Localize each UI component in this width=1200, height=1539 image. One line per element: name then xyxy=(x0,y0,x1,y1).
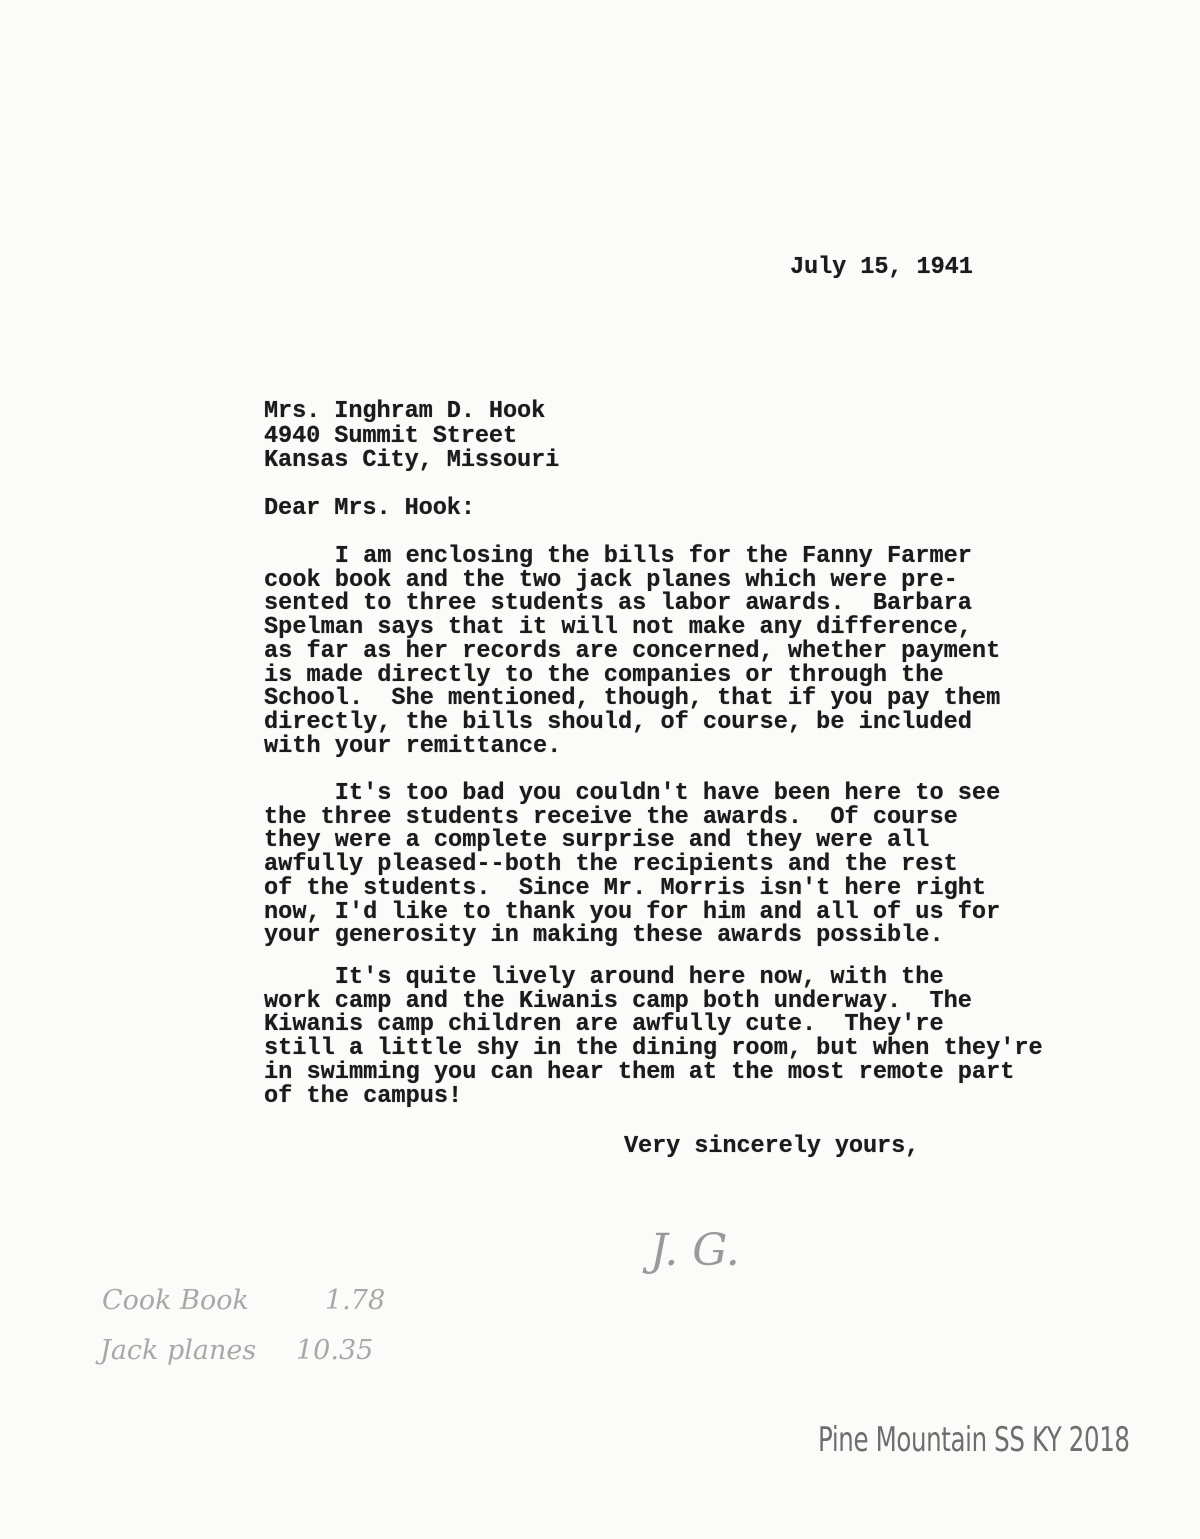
note-item: Jack planes xyxy=(100,1335,257,1366)
paragraph-3 xyxy=(264,966,1043,1108)
text-line: cook book and the two jack planes which were pre- xyxy=(264,566,958,594)
text-line: of the campus! xyxy=(264,1082,463,1110)
text-line: Kiwanis camp children are awfully cute. They're xyxy=(264,1011,944,1039)
text-line: your generosity in making these awards possible. xyxy=(264,922,944,950)
text-line: directly, the bills should, of course, be included xyxy=(264,708,972,736)
note-amount: 10.35 xyxy=(296,1335,374,1366)
text-line: in swimming you can hear them at the most remote part xyxy=(264,1058,1015,1086)
recipient-city: Kansas City, Missouri xyxy=(264,447,560,474)
text-line: It's quite lively around here now, with the xyxy=(264,964,944,991)
note-amount: 1.78 xyxy=(325,1285,386,1316)
text-line: It's too bad you couldn't have been here to see xyxy=(264,780,1001,807)
paragraph-1 xyxy=(264,545,1000,758)
text-line: still a little shy in the dining room, but when they're xyxy=(264,1035,1043,1063)
text-line: they were a complete surprise and they were all xyxy=(264,827,930,855)
text-line: I am enclosing the bills for the Fanny Farmer xyxy=(264,543,972,570)
text-line: work camp and the Kiwanis camp both underway. The xyxy=(264,987,972,1015)
text-line: with your remittance. xyxy=(264,732,562,760)
watermark: Pine Mountain SS KY 2018 xyxy=(818,1420,1130,1460)
recipient-name: Mrs. Inghram D. Hook xyxy=(264,398,546,425)
recipient-street: 4940 Summit Street xyxy=(264,423,518,450)
note-item: Cook Book xyxy=(102,1285,249,1316)
salutation: Dear Mrs. Hook: xyxy=(264,495,475,522)
text-line: Spelman says that it will not make any difference, xyxy=(264,614,972,642)
text-line: of the students. Since Mr. Morris isn't here right xyxy=(264,874,987,902)
closing: Very sincerely yours, xyxy=(624,1133,920,1160)
text-line: is made directly to the companies or through the xyxy=(264,661,944,689)
text-line: sented to three students as labor awards. Barbara xyxy=(264,590,972,618)
text-line: now, I'd like to thank you for him and all of us for xyxy=(264,898,1001,926)
paragraph-2 xyxy=(264,782,1000,948)
text-line: the three students receive the awards. Of course xyxy=(264,803,958,831)
text-line: as far as her records are concerned, whether payment xyxy=(264,637,1001,665)
letter-date: July 15, 1941 xyxy=(790,254,973,281)
signature: J. G. xyxy=(650,1225,740,1276)
text-line: awfully pleased--both the recipients and the rest xyxy=(264,851,958,879)
text-line: School. She mentioned, though, that if you pay them xyxy=(264,685,1001,713)
